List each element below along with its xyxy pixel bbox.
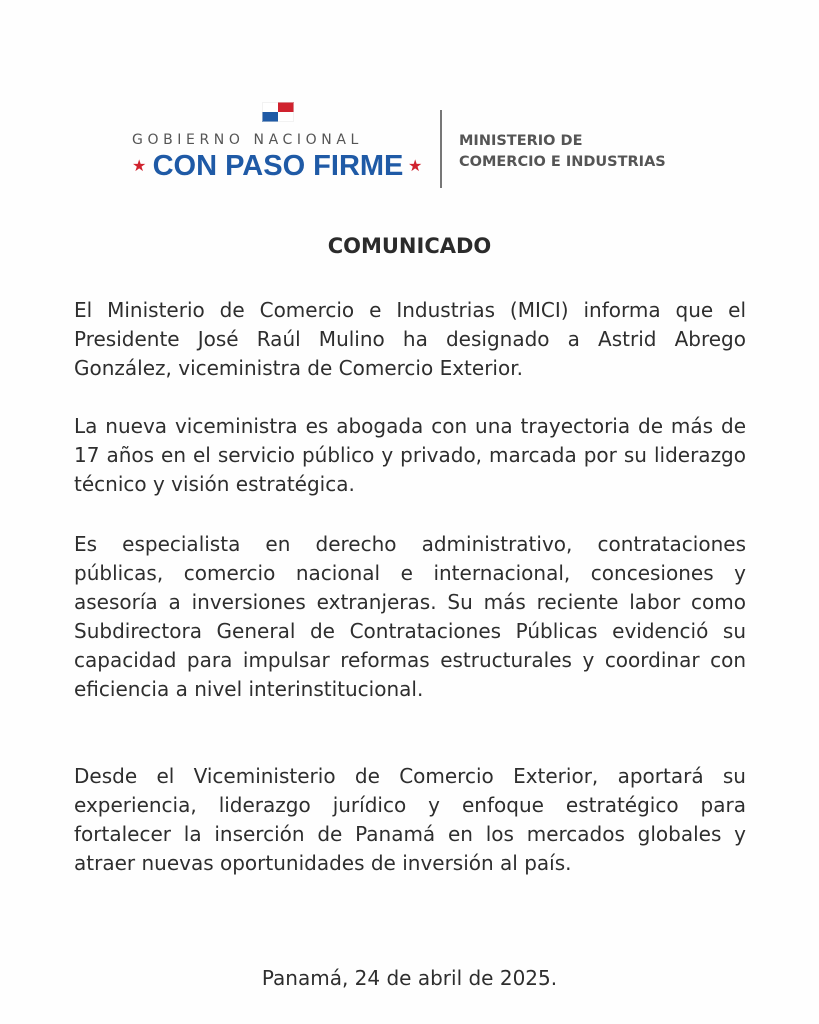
slogan-row [132, 150, 424, 186]
slogan: CON PASO FIRME [152, 150, 404, 182]
paragraph-3: Es especialista en derecho administrativo, contrataciones públicas, comercio nacional e internacional, concesiones y asesoría a inversiones extranjeras. Su más reciente labor como Subdirectora General de Contrataciones Públicas evidenció su capacidad para impulsar reformas estructurales y coordinar con eficiencia a nivel interinstitucional. [74, 532, 746, 701]
ministry-line-2: COMERCIO E INDUSTRIAS [459, 154, 666, 170]
ministry-line-1: MINISTERIO DE [459, 133, 583, 149]
header-logo-block [0, 100, 819, 192]
ministry-name [459, 131, 666, 173]
dateline: Panamá, 24 de abril de 2025. [261, 966, 558, 990]
star-icon: ★ [408, 156, 423, 175]
government-line: GOBIERNO NACIONAL [132, 132, 363, 148]
document-title: COMUNICADO [327, 234, 492, 258]
header-divider [440, 110, 442, 188]
paragraph-4: Desde el Viceministerio de Comercio Exterior, aportará su experiencia, liderazgo jurídico y enfoque estratégico para fortalecer la inserción de Panamá en los mercados globales y atraer nuevas oportunidades de inversión al país. [74, 764, 746, 875]
panama-flag-icon [262, 102, 294, 122]
star-icon: ★ [132, 156, 147, 175]
paragraph-2: La nueva viceministra es abogada con una trayectoria de más de 17 años en el servicio público y privado, marcada por su liderazgo técnico y visión estratégica. [74, 414, 746, 496]
paragraph-1: El Ministerio de Comercio e Industrias (MICI) informa que el Presidente José Raúl Mulino ha designado a Astrid Abrego González, viceministra de Comercio Exterior. [74, 298, 746, 380]
